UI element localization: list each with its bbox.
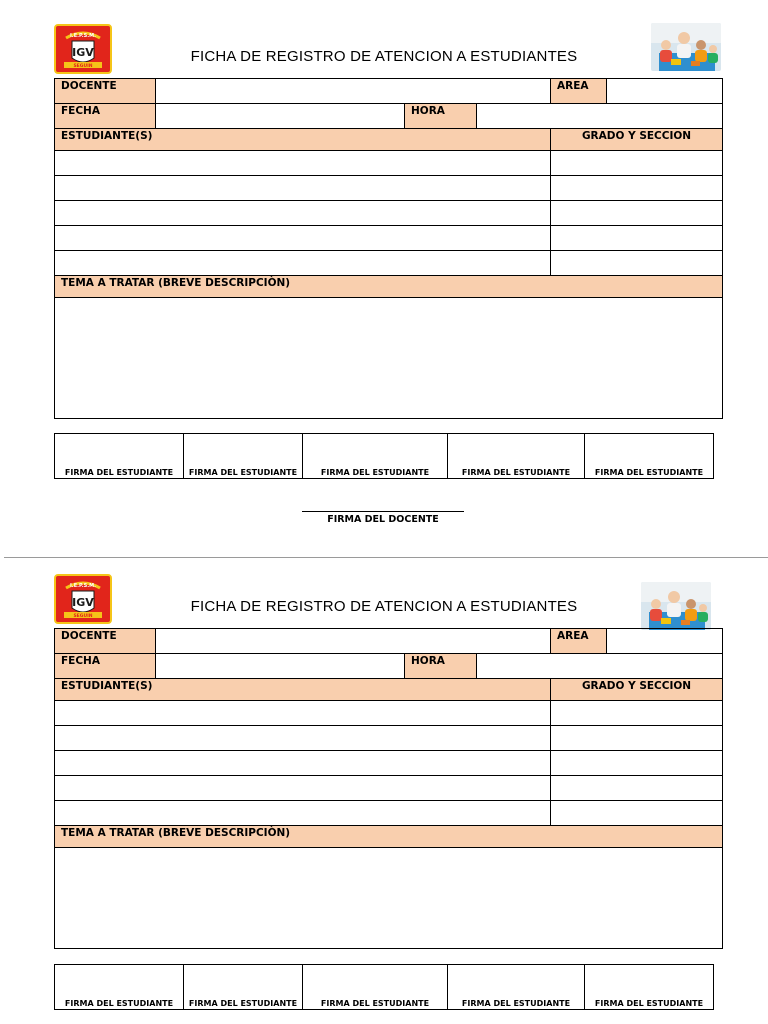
student-signature-box[interactable] — [585, 965, 713, 1009]
grado-seccion-header: GRADO Y SECCION — [551, 129, 723, 151]
student-name-field[interactable] — [55, 226, 551, 251]
student-name-field[interactable] — [55, 801, 551, 826]
grade-section-field[interactable] — [551, 701, 723, 726]
hora-label: HORA — [405, 104, 477, 129]
fecha-field[interactable] — [156, 104, 405, 129]
student-name-field[interactable] — [55, 251, 551, 276]
student-name-field[interactable] — [55, 776, 551, 801]
student-signature-box[interactable] — [303, 434, 448, 478]
student-signature-label: FIRMA DEL ESTUDIANTE — [461, 468, 571, 477]
student-signature-box[interactable] — [55, 434, 184, 478]
student-signature-label: FIRMA DEL ESTUDIANTE — [320, 468, 430, 477]
docente-label: DOCENTE — [55, 629, 156, 654]
grade-section-field[interactable] — [551, 176, 723, 201]
student-signature-box[interactable] — [184, 965, 303, 1009]
tema-header: TEMA A TRATAR (BREVE DESCRIPCIÒN) — [55, 826, 723, 848]
grade-section-field[interactable] — [551, 801, 723, 826]
svg-text:IGV: IGV — [72, 46, 94, 59]
student-signature-label: FIRMA DEL ESTUDIANTE — [64, 999, 174, 1008]
fecha-label: FECHA — [55, 104, 156, 129]
grade-section-field[interactable] — [551, 251, 723, 276]
student-signature-row — [54, 433, 714, 479]
form-title: FICHA DE REGISTRO DE ATENCION A ESTUDIANTES — [190, 48, 578, 65]
student-name-field[interactable] — [55, 751, 551, 776]
grade-section-field[interactable] — [551, 226, 723, 251]
student-name-field[interactable] — [55, 151, 551, 176]
student-signature-box[interactable] — [184, 434, 303, 478]
student-signature-label: FIRMA DEL ESTUDIANTE — [188, 999, 298, 1008]
student-name-field[interactable] — [55, 176, 551, 201]
teacher-signature-label: FIRMA DEL DOCENTE — [302, 511, 464, 525]
svg-text:I.E.P.S.M.: I.E.P.S.M. — [69, 33, 97, 39]
student-signature-label: FIRMA DEL ESTUDIANTE — [594, 468, 704, 477]
form-title: FICHA DE REGISTRO DE ATENCION A ESTUDIANTES — [190, 598, 578, 615]
grade-section-field[interactable] — [551, 151, 723, 176]
docente-label: DOCENTE — [55, 79, 156, 104]
fecha-label: FECHA — [55, 654, 156, 679]
registration-table — [54, 628, 723, 949]
grade-section-field[interactable] — [551, 726, 723, 751]
grade-section-field[interactable] — [551, 751, 723, 776]
student-signature-label: FIRMA DEL ESTUDIANTE — [64, 468, 174, 477]
area-label: AREA — [551, 629, 607, 654]
student-signature-label: FIRMA DEL ESTUDIANTE — [188, 468, 298, 477]
student-signature-box[interactable] — [303, 965, 448, 1009]
svg-text:I.E.P.S.M.: I.E.P.S.M. — [69, 583, 97, 589]
student-name-field[interactable] — [55, 726, 551, 751]
area-field[interactable] — [607, 629, 723, 654]
student-signature-label: FIRMA DEL ESTUDIANTE — [594, 999, 704, 1008]
estudiantes-header: ESTUDIANTE(S) — [55, 679, 551, 701]
tema-field[interactable] — [55, 848, 723, 949]
student-signature-box[interactable] — [55, 965, 184, 1009]
student-name-field[interactable] — [55, 701, 551, 726]
student-signature-row — [54, 964, 714, 1010]
student-signature-box[interactable] — [585, 434, 713, 478]
area-label: AREA — [551, 79, 607, 104]
student-signature-label: FIRMA DEL ESTUDIANTE — [320, 999, 430, 1008]
student-signature-label: FIRMA DEL ESTUDIANTE — [461, 999, 571, 1008]
grado-seccion-header: GRADO Y SECCION — [551, 679, 723, 701]
student-signature-box[interactable] — [448, 434, 585, 478]
form-2 — [0, 550, 768, 1024]
hora-field[interactable] — [477, 654, 723, 679]
student-name-field[interactable] — [55, 201, 551, 226]
tema-header: TEMA A TRATAR (BREVE DESCRIPCIÒN) — [55, 276, 723, 298]
student-signature-box[interactable] — [448, 965, 585, 1009]
registration-table — [54, 78, 723, 419]
svg-text:SEGUIN: SEGUIN — [73, 614, 93, 619]
docente-field[interactable] — [156, 629, 551, 654]
hora-label: HORA — [405, 654, 477, 679]
area-field[interactable] — [607, 79, 723, 104]
grade-section-field[interactable] — [551, 776, 723, 801]
fecha-field[interactable] — [156, 654, 405, 679]
tema-field[interactable] — [55, 298, 723, 419]
grade-section-field[interactable] — [551, 201, 723, 226]
docente-field[interactable] — [156, 79, 551, 104]
svg-text:IGV: IGV — [72, 596, 94, 609]
svg-text:SEGUIN: SEGUIN — [73, 64, 93, 69]
estudiantes-header: ESTUDIANTE(S) — [55, 129, 551, 151]
hora-field[interactable] — [477, 104, 723, 129]
